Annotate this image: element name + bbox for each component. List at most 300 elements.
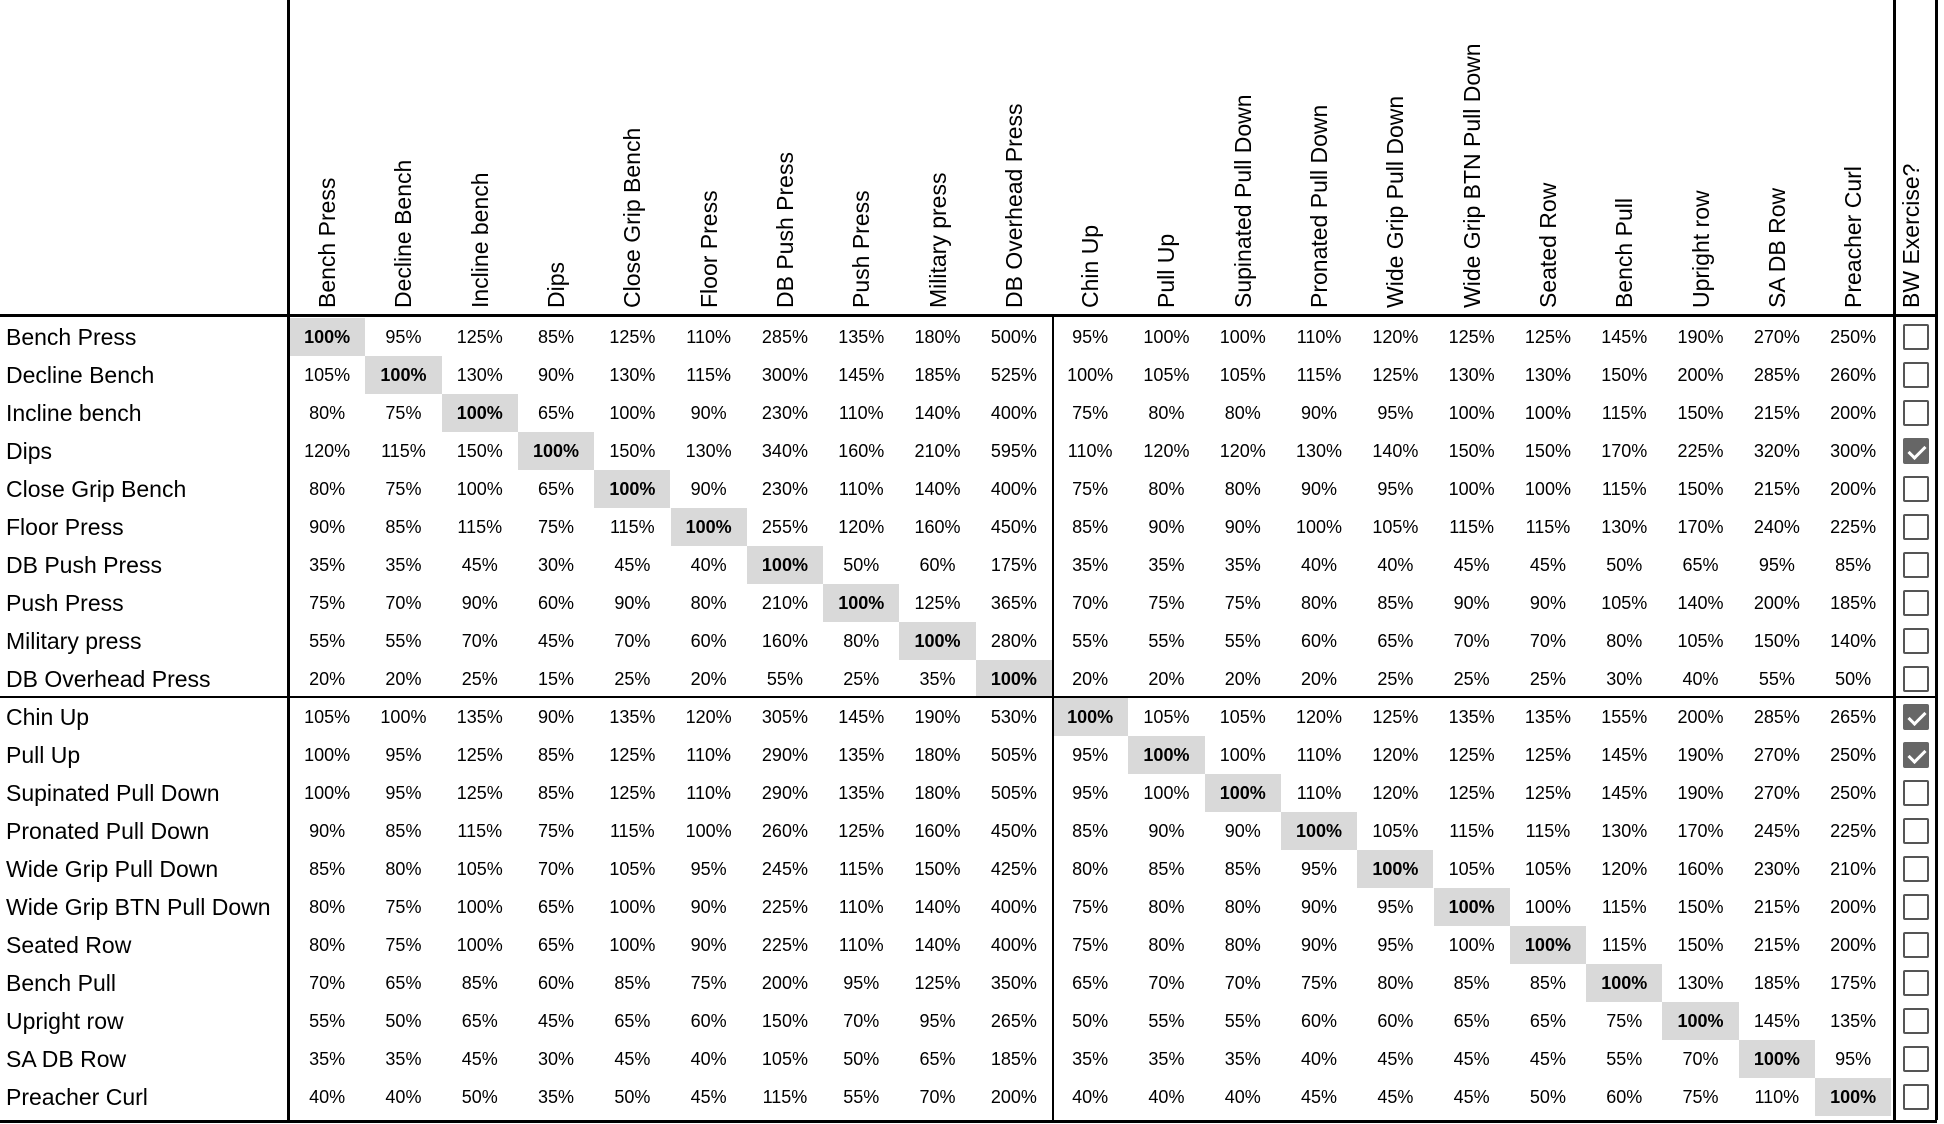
table-cell: 120% [1219, 441, 1266, 461]
table-cell: 200% [1830, 935, 1877, 955]
table-cell: 35% [1148, 555, 1185, 575]
table-cell: 120% [838, 517, 885, 537]
diagonal-cell: 100% [1357, 850, 1433, 888]
table-cell: 130% [1601, 517, 1648, 537]
table-cell: 75% [1148, 593, 1185, 613]
row-label: Bench Pull [6, 970, 116, 996]
table-cell: 110% [1754, 1087, 1800, 1107]
table-cell: 340% [761, 441, 808, 461]
table-cell: 80% [1148, 403, 1185, 423]
table-cell: 80% [1148, 897, 1185, 917]
table-cell: 85% [1529, 973, 1566, 993]
table-cell: 135% [609, 707, 656, 727]
table-cell: 55% [1224, 631, 1261, 651]
row-label: Bench Press [6, 324, 137, 350]
table-cell: 120% [1601, 859, 1648, 879]
column-header-label: Dips [543, 261, 570, 308]
column-header-label: Supinated Pull Down [1229, 94, 1256, 308]
column-header-label: Pronated Pull Down [1306, 104, 1333, 308]
table-cell: 105% [1372, 821, 1419, 841]
table-cell: 65% [919, 1049, 956, 1069]
table-cell: 400% [990, 479, 1037, 499]
table-cell: 90% [614, 593, 651, 613]
column-header [289, 0, 365, 310]
table-cell: 120% [1372, 327, 1419, 347]
table-cell: 95% [1377, 935, 1414, 955]
table-cell: 40% [1301, 555, 1338, 575]
row-label: Wide Grip Pull Down [6, 856, 219, 882]
table-cell: 75% [1224, 593, 1261, 613]
column-header [518, 0, 594, 310]
table-cell: 90% [1148, 517, 1185, 537]
column-header-label: Decline Bench [390, 159, 417, 308]
table-cell: 170% [1677, 821, 1724, 841]
table-cell: 250% [1830, 327, 1877, 347]
table-cell: 250% [1830, 783, 1877, 803]
table-cell: 125% [1524, 327, 1571, 347]
table-cell: 110% [838, 479, 884, 499]
table-cell: 45% [1453, 1049, 1490, 1069]
table-cell: 120% [304, 441, 351, 461]
table-cell: 105% [1524, 859, 1571, 879]
table-cell: 595% [990, 441, 1037, 461]
table-cell: 120% [1143, 441, 1190, 461]
bw-checkbox[interactable] [1903, 628, 1929, 654]
table-cell: 180% [914, 327, 961, 347]
column-header [976, 0, 1052, 310]
table-cell: 300% [761, 365, 808, 385]
table-cell: 90% [538, 365, 575, 385]
column-header-label: Floor Press [695, 190, 722, 308]
column-header-label: Incline bench [466, 172, 493, 308]
table-cell: 85% [538, 783, 575, 803]
table-cell: 60% [1377, 1011, 1414, 1031]
diagonal-cell: 100% [1434, 888, 1510, 926]
table-cell: 135% [456, 707, 503, 727]
bw-checkbox[interactable] [1903, 1008, 1929, 1034]
table-cell: 90% [1301, 403, 1338, 423]
table-cell: 45% [1453, 1087, 1490, 1107]
row-label: Pronated Pull Down [6, 818, 210, 844]
table-cell: 100% [609, 403, 656, 423]
table-cell: 215% [1753, 479, 1800, 499]
column-header [594, 0, 670, 310]
bw-checkbox[interactable] [1903, 1046, 1929, 1072]
table-cell: 190% [1677, 327, 1724, 347]
bw-checkbox[interactable] [1903, 818, 1929, 844]
grid-line [287, 0, 290, 1120]
diagonal-cell: 100% [289, 318, 365, 356]
column-header [899, 0, 975, 310]
table-cell: 100% [685, 821, 732, 841]
table-cell: 60% [1301, 1011, 1338, 1031]
table-cell: 110% [1296, 745, 1342, 765]
table-cell: 260% [1830, 365, 1877, 385]
table-cell: 55% [309, 631, 346, 651]
table-cell: 35% [385, 555, 422, 575]
table-cell: 40% [1072, 1087, 1109, 1107]
table-cell: 105% [1601, 593, 1648, 613]
table-cell: 40% [1377, 555, 1414, 575]
bw-checkbox-checked[interactable] [1903, 438, 1929, 464]
table-cell: 85% [1072, 517, 1109, 537]
table-cell: 125% [1448, 783, 1495, 803]
table-cell: 135% [838, 745, 885, 765]
table-cell: 90% [690, 897, 727, 917]
table-cell: 40% [385, 1087, 422, 1107]
table-cell: 35% [385, 1049, 422, 1069]
table-cell: 70% [1453, 631, 1490, 651]
row-label: DB Push Press [6, 552, 162, 578]
table-cell: 65% [1377, 631, 1414, 651]
bw-checkbox[interactable] [1903, 894, 1929, 920]
table-cell: 400% [990, 403, 1037, 423]
table-cell: 75% [385, 479, 422, 499]
table-cell: 110% [838, 403, 884, 423]
table-cell: 210% [1830, 859, 1877, 879]
table-cell: 65% [1072, 973, 1109, 993]
table-cell: 285% [1753, 707, 1800, 727]
table-cell: 65% [538, 935, 575, 955]
table-cell: 185% [990, 1049, 1037, 1069]
table-cell: 300% [1830, 441, 1877, 461]
table-cell: 40% [1301, 1049, 1338, 1069]
column-header-label: Seated Row [1534, 182, 1561, 308]
table-cell: 125% [914, 593, 961, 613]
table-cell: 90% [1529, 593, 1566, 613]
table-cell: 140% [914, 935, 961, 955]
bw-checkbox-checked[interactable] [1903, 742, 1929, 768]
table-cell: 65% [538, 403, 575, 423]
table-cell: 75% [1072, 897, 1109, 917]
table-cell: 160% [914, 821, 961, 841]
table-cell: 250% [1830, 745, 1877, 765]
table-cell: 265% [1830, 707, 1877, 727]
table-cell: 85% [461, 973, 498, 993]
table-cell: 130% [456, 365, 503, 385]
table-cell: 100% [1143, 783, 1190, 803]
table-cell: 20% [1072, 669, 1109, 689]
table-cell: 150% [1677, 935, 1724, 955]
table-cell: 30% [538, 1049, 575, 1069]
table-cell: 145% [1601, 327, 1648, 347]
table-cell: 105% [304, 707, 351, 727]
bw-column-header [1891, 0, 1931, 310]
column-header [1357, 0, 1433, 310]
bw-checkbox[interactable] [1903, 476, 1929, 502]
table-cell: 65% [1453, 1011, 1490, 1031]
table-cell: 75% [1682, 1087, 1719, 1107]
table-cell: 160% [914, 517, 961, 537]
row-label: Pull Up [6, 742, 81, 768]
table-cell: 180% [914, 745, 961, 765]
table-cell: 75% [538, 517, 575, 537]
column-header [1815, 0, 1891, 310]
table-cell: 75% [385, 403, 422, 423]
table-cell: 140% [1830, 631, 1877, 651]
column-header [1510, 0, 1586, 310]
diagonal-cell: 100% [1281, 812, 1357, 850]
column-header-label: Close Grip Bench [619, 127, 646, 308]
diagonal-cell: 100% [1662, 1002, 1738, 1040]
table-cell: 40% [690, 555, 727, 575]
table-cell: 200% [1677, 707, 1724, 727]
table-cell: 140% [914, 897, 961, 917]
table-cell: 20% [385, 669, 422, 689]
table-cell: 210% [761, 593, 808, 613]
table-cell: 320% [1753, 441, 1800, 461]
table-cell: 115% [686, 365, 731, 385]
table-cell: 30% [538, 555, 575, 575]
table-cell: 100% [609, 935, 656, 955]
table-cell: 110% [838, 897, 884, 917]
row-label: Wide Grip BTN Pull Down [6, 894, 271, 920]
bw-checkbox[interactable] [1903, 400, 1929, 426]
table-cell: 70% [843, 1011, 880, 1031]
table-cell: 285% [761, 327, 808, 347]
table-cell: 145% [838, 365, 885, 385]
table-cell: 100% [1296, 517, 1343, 537]
table-cell: 120% [1372, 745, 1419, 765]
table-cell: 115% [457, 821, 503, 841]
table-cell: 70% [1682, 1049, 1719, 1069]
row-label: Decline Bench [6, 362, 155, 388]
bw-checkbox[interactable] [1903, 552, 1929, 578]
table-cell: 150% [1448, 441, 1495, 461]
table-cell: 50% [1835, 669, 1872, 689]
table-cell: 35% [309, 1049, 346, 1069]
row-label: Supinated Pull Down [6, 780, 220, 806]
column-header [1586, 0, 1662, 310]
table-cell: 135% [1830, 1011, 1877, 1031]
row-label: Preacher Curl [6, 1084, 148, 1110]
table-cell: 115% [1449, 517, 1494, 537]
table-cell: 45% [1377, 1049, 1414, 1069]
diagonal-cell: 100% [1052, 698, 1128, 736]
table-cell: 45% [461, 1049, 498, 1069]
table-cell: 80% [1301, 593, 1338, 613]
table-cell: 285% [1753, 365, 1800, 385]
table-cell: 125% [609, 783, 656, 803]
column-header [1434, 0, 1510, 310]
bw-checkbox[interactable] [1903, 856, 1929, 882]
diagonal-cell: 100% [518, 432, 594, 470]
table-cell: 70% [1224, 973, 1261, 993]
table-cell: 115% [1525, 821, 1571, 841]
table-cell: 70% [1148, 973, 1185, 993]
table-cell: 50% [385, 1011, 422, 1031]
table-cell: 100% [1067, 365, 1114, 385]
table-cell: 200% [761, 973, 808, 993]
table-cell: 105% [609, 859, 656, 879]
table-cell: 85% [538, 745, 575, 765]
table-cell: 25% [614, 669, 651, 689]
table-cell: 190% [914, 707, 961, 727]
table-cell: 85% [614, 973, 651, 993]
table-cell: 125% [456, 327, 503, 347]
table-cell: 130% [1601, 821, 1648, 841]
table-cell: 50% [614, 1087, 651, 1107]
table-cell: 85% [385, 517, 422, 537]
row-label: Seated Row [6, 932, 132, 958]
table-cell: 45% [538, 1011, 575, 1031]
table-cell: 25% [1453, 669, 1490, 689]
table-cell: 80% [843, 631, 880, 651]
table-cell: 45% [614, 1049, 651, 1069]
table-cell: 75% [1606, 1011, 1643, 1031]
table-cell: 30% [1606, 669, 1643, 689]
table-cell: 105% [1448, 859, 1495, 879]
bw-checkbox[interactable] [1903, 666, 1929, 692]
table-cell: 35% [1224, 1049, 1261, 1069]
table-cell: 50% [1072, 1011, 1109, 1031]
table-cell: 190% [1677, 745, 1724, 765]
table-cell: 35% [1148, 1049, 1185, 1069]
table-cell: 40% [1148, 1087, 1185, 1107]
table-cell: 130% [609, 365, 656, 385]
table-cell: 270% [1753, 783, 1800, 803]
table-cell: 90% [538, 707, 575, 727]
diagonal-cell: 100% [365, 356, 441, 394]
table-cell: 80% [309, 403, 346, 423]
table-cell: 270% [1753, 327, 1800, 347]
table-cell: 80% [309, 479, 346, 499]
table-cell: 115% [381, 441, 426, 461]
table-cell: 225% [1830, 517, 1877, 537]
table-cell: 170% [1601, 441, 1648, 461]
table-cell: 135% [1448, 707, 1495, 727]
table-cell: 75% [1072, 935, 1109, 955]
table-cell: 100% [1448, 935, 1495, 955]
table-cell: 120% [1296, 707, 1343, 727]
row-label: Dips [6, 438, 53, 464]
table-cell: 20% [309, 669, 346, 689]
diagonal-cell: 100% [594, 470, 670, 508]
table-cell: 45% [614, 555, 651, 575]
table-cell: 95% [1072, 783, 1109, 803]
table-cell: 35% [309, 555, 346, 575]
table-cell: 20% [690, 669, 727, 689]
grid-line [1052, 316, 1054, 1120]
table-cell: 95% [385, 745, 422, 765]
table-cell: 70% [309, 973, 346, 993]
bw-checkbox[interactable] [1903, 514, 1929, 540]
column-header-label: Push Press [848, 190, 875, 308]
table-cell: 150% [1753, 631, 1800, 651]
row-label: Military press [6, 628, 142, 654]
bw-checkbox[interactable] [1903, 362, 1929, 388]
grid-line [1893, 0, 1896, 1120]
table-cell: 85% [1072, 821, 1109, 841]
bw-checkbox[interactable] [1903, 970, 1929, 996]
column-header-label: Chin Up [1077, 224, 1104, 308]
column-header [1205, 0, 1281, 310]
table-cell: 35% [538, 1087, 575, 1107]
column-header-label: Preacher Curl [1840, 166, 1867, 308]
table-cell: 150% [1524, 441, 1571, 461]
table-cell: 140% [914, 479, 961, 499]
grid-line [0, 696, 1937, 698]
bw-checkbox[interactable] [1903, 324, 1929, 350]
table-cell: 60% [919, 555, 956, 575]
bw-checkbox-checked[interactable] [1903, 704, 1929, 730]
table-cell: 20% [1224, 669, 1261, 689]
table-cell: 125% [1372, 365, 1419, 385]
table-cell: 70% [385, 593, 422, 613]
table-cell: 100% [1524, 479, 1571, 499]
table-cell: 100% [1524, 403, 1571, 423]
column-header-label: Wide Grip BTN Pull Down [1458, 43, 1485, 308]
table-cell: 150% [914, 859, 961, 879]
table-cell: 125% [914, 973, 961, 993]
bw-checkbox[interactable] [1903, 932, 1929, 958]
table-cell: 80% [309, 935, 346, 955]
row-label: Floor Press [6, 514, 124, 540]
table-cell: 125% [838, 821, 885, 841]
table-cell: 70% [538, 859, 575, 879]
table-cell: 95% [1377, 403, 1414, 423]
table-cell: 45% [461, 555, 498, 575]
table-cell: 55% [1758, 669, 1795, 689]
bw-checkbox[interactable] [1903, 590, 1929, 616]
table-cell: 200% [990, 1087, 1037, 1107]
table-cell: 175% [1830, 973, 1877, 993]
table-cell: 50% [1606, 555, 1643, 575]
column-header [747, 0, 823, 310]
table-cell: 60% [1301, 631, 1338, 651]
table-cell: 50% [1529, 1087, 1566, 1107]
table-cell: 255% [761, 517, 808, 537]
table-cell: 150% [761, 1011, 808, 1031]
table-cell: 115% [1601, 897, 1647, 917]
table-cell: 80% [1148, 935, 1185, 955]
bw-checkbox[interactable] [1903, 780, 1929, 806]
table-cell: 85% [1148, 859, 1185, 879]
table-cell: 80% [1148, 479, 1185, 499]
row-label: DB Overhead Press [6, 666, 211, 692]
table-cell: 160% [1677, 859, 1724, 879]
table-cell: 105% [1372, 517, 1419, 537]
row-label: Chin Up [6, 704, 90, 730]
table-cell: 110% [1296, 327, 1342, 347]
table-cell: 95% [843, 973, 880, 993]
table-cell: 400% [990, 935, 1037, 955]
table-cell: 115% [1525, 517, 1571, 537]
table-cell: 130% [1296, 441, 1343, 461]
grid-line [0, 314, 1937, 317]
table-cell: 80% [690, 593, 727, 613]
table-cell: 500% [990, 327, 1037, 347]
bw-checkbox[interactable] [1903, 1084, 1929, 1110]
table-cell: 90% [309, 821, 346, 841]
table-cell: 40% [1682, 669, 1719, 689]
table-cell: 90% [1224, 821, 1261, 841]
table-cell: 245% [761, 859, 808, 879]
table-cell: 100% [456, 935, 503, 955]
table-cell: 45% [1301, 1087, 1338, 1107]
table-cell: 105% [1219, 707, 1266, 727]
table-cell: 75% [385, 897, 422, 917]
column-header [1128, 0, 1204, 310]
table-cell: 125% [1372, 707, 1419, 727]
table-cell: 525% [990, 365, 1037, 385]
diagonal-cell: 100% [442, 394, 518, 432]
table-cell: 120% [685, 707, 732, 727]
table-cell: 50% [843, 1049, 880, 1069]
table-cell: 110% [1296, 783, 1342, 803]
table-cell: 95% [1377, 897, 1414, 917]
diagonal-cell: 100% [1815, 1078, 1891, 1116]
